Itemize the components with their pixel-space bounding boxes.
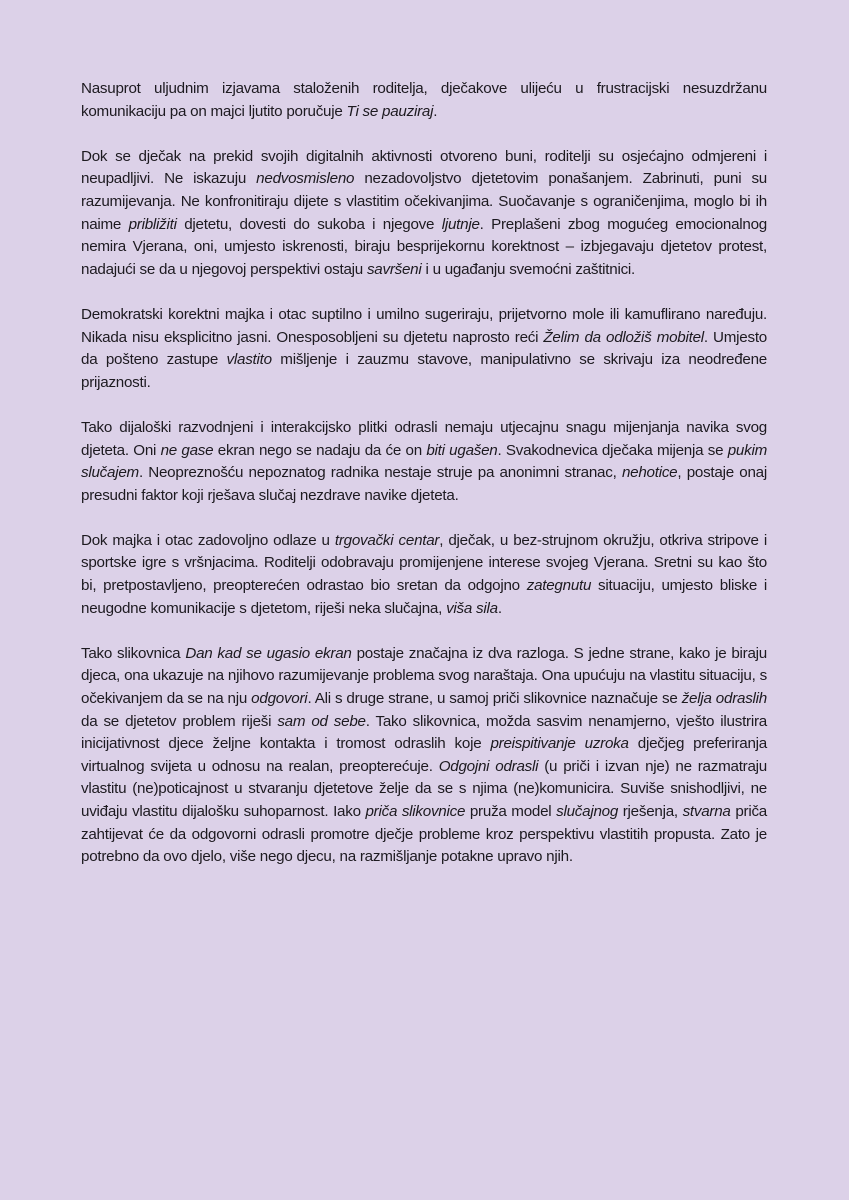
italic-emphasis: stvarna bbox=[682, 803, 731, 820]
text-segment: . Preplašeni zbog mogućeg emocionalnog nemira Vjerana, oni, umjesto iskrenosti, biraju besprijekornu korektnost – izbjegavaju djetetov protest, nadajući se da u njegovoj perspektivi ostaju bbox=[81, 215, 767, 278]
text-segment: Nasuprot uljudnim izjavama staloženih roditelja, dječakove ulijeću u frustracijski nesuzdržanu komunikaciju pa on majci ljutito poručuje bbox=[81, 80, 767, 120]
italic-emphasis: Želim da odložiš mobitel bbox=[543, 328, 704, 346]
text-segment: Tako slikovnica bbox=[81, 644, 186, 662]
italic-emphasis: Ti se pauziraj bbox=[346, 102, 434, 120]
italic-emphasis: nedvosmisleno bbox=[256, 170, 355, 188]
text-segment: da se djetetov problem riješi bbox=[81, 712, 278, 730]
text-segment: Demokratski korektni majka i otac suptilno i umilno sugeriraju, prijetvorno mole ili kamuflirano naređuju. Nikada nisu eksplicitno jasni. Onesposobljeni su djetetu naprosto reći bbox=[81, 305, 767, 346]
text-segment: . Tako slikovnica, možda sasvim nenamjerno, vješto ilustrira inicijativnost djece željne kontakta i tromost odraslih koje bbox=[81, 712, 767, 753]
text-segment: Tako dijaloški razvodnjeni i interakcijsko plitki odrasli nemaju utjecajnu snagu mijenjanja navika svog djeteta. Oni bbox=[81, 418, 767, 459]
italic-emphasis: ne gase bbox=[160, 441, 214, 459]
text-segment: . Svakodnevica dječaka mijenja se bbox=[497, 441, 728, 459]
text-segment: (u priči i izvan nje) ne razmatraju vlastitu (ne)poticajnost u stvaranju djetetove želje da se s njima (ne)komunicira. Suviše snishodljivi, ne uviđaju vlastitu dijalošku suhoparnost. Iako bbox=[81, 757, 767, 820]
text-segment: dječjeg preferiranja virtualnog svijeta u odnosu na realan, preopterećuje. bbox=[81, 735, 768, 775]
italic-emphasis: priča slikovnice bbox=[365, 803, 466, 820]
text-segment: , dječak, u bez-strujnom okružju, otkriva stripove i sportske igre s vršnjacima. Roditelji odobravaju promijenjene interese svojeg Vjerana. Sretni su kao što bi, pretpostavljeno, preopterećen odrastao bio sretan da odgojno bbox=[81, 531, 767, 595]
text-segment: . Ali s druge strane, u samoj priči slikovnice naznačuje se bbox=[307, 690, 682, 708]
paragraph bbox=[81, 304, 767, 394]
text-segment: mišljenje i zauzmu stavove, manipulativno se skrivaju iza neodređene prijaznosti. bbox=[81, 351, 767, 391]
italic-emphasis: biti ugašen bbox=[426, 441, 498, 459]
paragraph bbox=[81, 146, 767, 282]
text-segment: ekran nego se nadaju da će on bbox=[213, 441, 427, 459]
italic-emphasis: savršeni bbox=[366, 260, 422, 278]
paragraph bbox=[81, 530, 767, 620]
text-segment: . Umjesto da pošteno zastupe bbox=[81, 328, 767, 369]
italic-emphasis: preispitivanje uzroka bbox=[490, 735, 629, 753]
text-segment: . bbox=[433, 102, 438, 120]
text-segment: pruža model bbox=[465, 803, 557, 820]
text-segment: . Neopreznošću nepoznatog radnika nestaje struje pa anonimni stranac, bbox=[138, 464, 622, 482]
italic-emphasis: odgovori bbox=[251, 690, 308, 708]
paragraph bbox=[81, 643, 767, 869]
italic-emphasis: nehotice bbox=[621, 464, 678, 482]
italic-emphasis: zategnutu bbox=[526, 577, 592, 595]
text-segment: , postaje onaj presudni faktor koji rješava slučaj nezdrave navike djeteta. bbox=[81, 464, 767, 504]
italic-emphasis: Dan kad se ugasio ekran bbox=[185, 644, 352, 662]
text-segment: . bbox=[497, 599, 502, 617]
italic-emphasis: sam od sebe bbox=[277, 712, 366, 730]
italic-emphasis: Odgojni odrasli bbox=[438, 757, 539, 775]
italic-emphasis: trgovački centar bbox=[334, 531, 440, 549]
italic-emphasis: približiti bbox=[128, 215, 177, 233]
paragraph bbox=[81, 78, 767, 123]
text-segment: rješenja, bbox=[618, 803, 683, 820]
italic-emphasis: pukim slučajem bbox=[81, 441, 767, 482]
text-segment: djetetu, dovesti do sukoba i njegove bbox=[176, 215, 442, 233]
document-page bbox=[81, 78, 767, 891]
text-segment: nezadovoljstvo djetetovim ponašanjem. Zabrinuti, puni su razumijevanja. Ne konfronitiraju dijete s vlastitim očekivanjima. Suočavanje s ograničenjima, moglo bi ih naime bbox=[81, 170, 767, 233]
text-segment: Dok se dječak na prekid svojih digitalnih aktivnosti otvoreno buni, roditelji su osjećajno odmjereni i neupadljivi. Ne iskazuju bbox=[81, 147, 767, 188]
paragraph bbox=[81, 417, 767, 507]
italic-emphasis: ljutnje bbox=[441, 215, 480, 233]
text-segment: postaje značajna iz dva razloga. S jedne strane, kako je biraju djeca, ona ukazuje na njihovo razumijevanje problema svog naraštaja. Ona upućuju na vlastitu situaciju, s očekivanjem da se na nju bbox=[81, 644, 768, 708]
text-segment: situaciju, umjesto bliske i neugodne komunikacije s djetetom, riješi neka slučajna, bbox=[81, 577, 767, 617]
italic-emphasis: slučajnog bbox=[556, 803, 619, 820]
text-segment: priča zahtijevat će da odgovorni odrasli promotre dječje probleme kroz perspektivu vlastitih propusta. Zato je potrebno da ovo djelo, više nego djecu, na razmišljanje potakne upravo njih. bbox=[81, 803, 768, 866]
text-segment: i u ugađanju svemoćni zaštitnici. bbox=[421, 260, 636, 278]
italic-emphasis: želja odraslih bbox=[681, 690, 767, 708]
italic-emphasis: vlastito bbox=[226, 351, 272, 369]
text-segment: Dok majka i otac zadovoljno odlaze u bbox=[81, 531, 335, 549]
italic-emphasis: viša sila bbox=[446, 599, 498, 617]
